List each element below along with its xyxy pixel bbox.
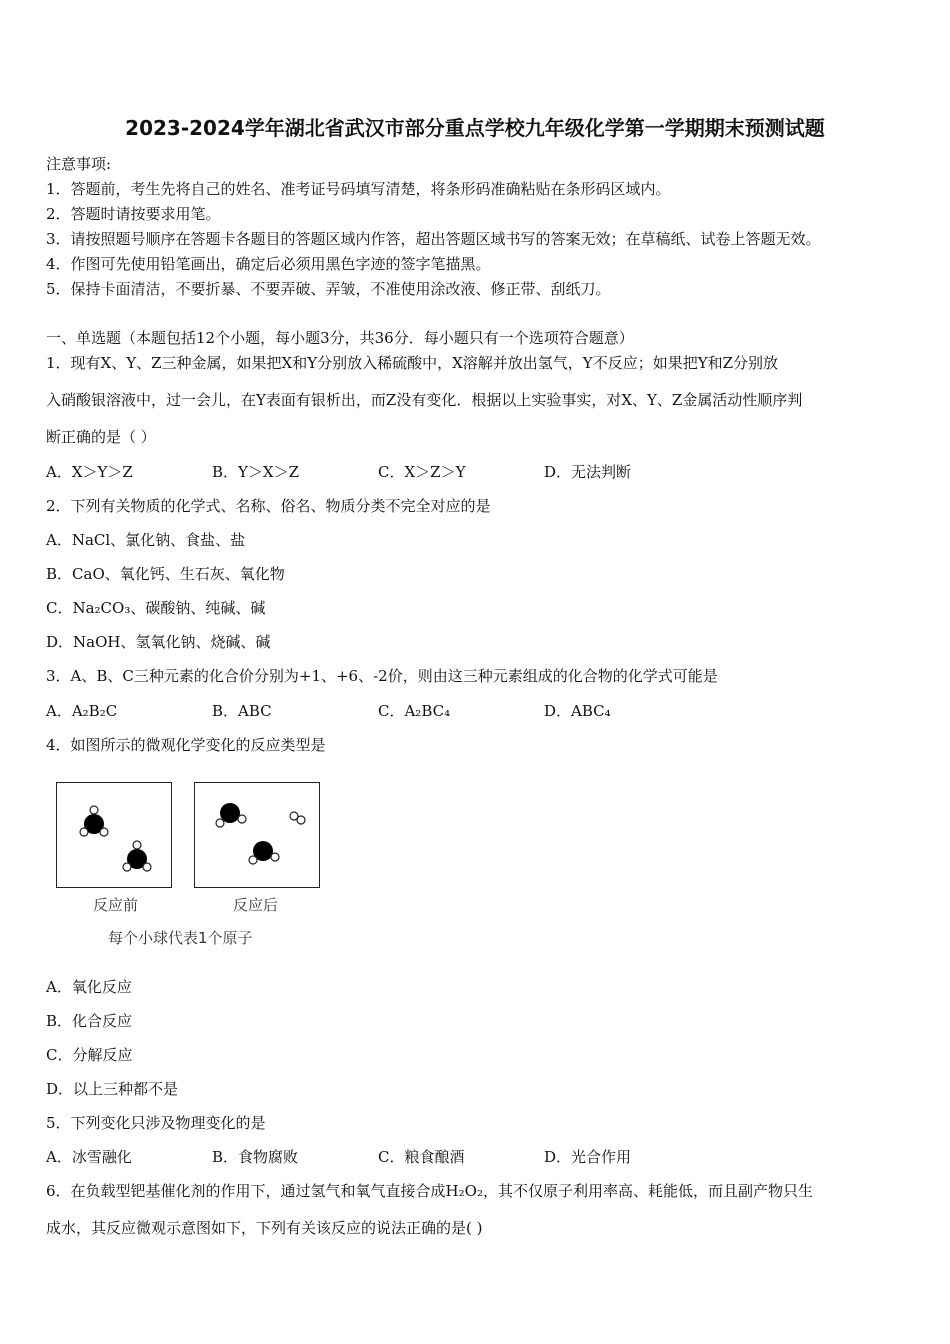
q3-option-b[interactable]: B．ABC	[212, 702, 272, 720]
q1-stem-line: 断正确的是（ ）	[46, 428, 156, 446]
before-box	[56, 782, 172, 888]
q3-option-c[interactable]: C．A₂BC₄	[378, 702, 451, 720]
figure-caption: 每个小球代表1个原子	[108, 929, 253, 947]
section-heading: 一、单选题（本题包括12个小题，每小题3分，共36分．每小题只有一个选项符合题意）	[46, 329, 634, 347]
atom-small	[133, 841, 141, 849]
q4-stem: 4．如图所示的微观化学变化的反应类型是	[46, 736, 326, 754]
q2-option-b[interactable]: B．CaO、氧化钙、生石灰、氧化物	[46, 565, 285, 583]
after-box	[194, 782, 320, 888]
q5-options	[46, 1146, 710, 1167]
atom-small	[297, 816, 305, 824]
before-molecules-diagram	[57, 783, 171, 887]
atom-small	[123, 863, 131, 871]
q2-stem: 2．下列有关物质的化学式、名称、俗名、物质分类不完全对应的是	[46, 497, 491, 515]
q1-stem-line: 1．现有X、Y、Z三种金属，如果把X和Y分别放入稀硫酸中，X溶解并放出氢气，Y不反应；如果把Y和Z分别放	[46, 354, 779, 372]
q6-stem-line: 成水，其反应微观示意图如下，下列有关该反应的说法正确的是( )	[46, 1219, 483, 1237]
after-molecules-diagram	[195, 783, 319, 887]
atom-small	[100, 828, 108, 836]
q1-option-c[interactable]: C．X＞Z＞Y	[378, 463, 466, 481]
page-title: 2023-2024学年湖北省武汉市部分重点学校九年级化学第一学期期末预测试题	[125, 116, 825, 140]
notice-heading: 注意事项:	[46, 155, 112, 173]
q2-option-a[interactable]: A．NaCl、氯化钠、食盐、盐	[46, 531, 246, 549]
q3-options	[46, 700, 710, 721]
q4-option-c[interactable]: C．分解反应	[46, 1046, 133, 1064]
q2-option-c[interactable]: C．Na₂CO₃、碳酸钠、纯碱、碱	[46, 599, 266, 617]
atom-small	[271, 853, 279, 861]
q4-option-b[interactable]: B．化合反应	[46, 1012, 133, 1030]
q1-option-b[interactable]: B．Y＞X＞Z	[212, 463, 300, 481]
atom-small	[249, 856, 257, 864]
notice-item: 2．答题时请按要求用笔。	[46, 205, 221, 223]
q5-option-d[interactable]: D．光合作用	[544, 1148, 632, 1166]
q1-option-d[interactable]: D．无法判断	[544, 463, 632, 481]
q4-option-a[interactable]: A．氧化反应	[46, 978, 132, 996]
atom-small	[90, 806, 98, 814]
q5-option-c[interactable]: C．粮食酿酒	[378, 1148, 465, 1166]
q4-option-d[interactable]: D．以上三种都不是	[46, 1080, 179, 1098]
q6-stem-line: 6．在负载型钯基催化剂的作用下，通过氢气和氧气直接合成H₂O₂，其不仅原子利用率高、耗能低，而且副产物只生	[46, 1182, 813, 1200]
atom-small	[143, 863, 151, 871]
q5-stem: 5．下列变化只涉及物理变化的是	[46, 1114, 266, 1132]
q3-option-a[interactable]: A．A₂B₂C	[46, 702, 118, 720]
q5-option-a[interactable]: A．冰雪融化	[46, 1148, 132, 1166]
q3-option-d[interactable]: D．ABC₄	[544, 702, 611, 720]
notice-item: 1．答题前，考生先将自己的姓名、准考证号码填写清楚，将条形码准确粘贴在条形码区域内。	[46, 180, 671, 198]
notice-item: 5．保持卡面清洁，不要折暴、不要弄破、弄皱，不准使用涂改液、修正带、刮纸刀。	[46, 280, 611, 298]
notice-item: 4．作图可先使用铅笔画出，确定后必须用黑色字迹的签字笔描黑。	[46, 255, 491, 273]
q1-option-a[interactable]: A．X＞Y＞Z	[46, 463, 133, 481]
q5-option-b[interactable]: B．食物腐败	[212, 1148, 299, 1166]
q2-option-d[interactable]: D．NaOH、氢氧化钠、烧碱、碱	[46, 633, 271, 651]
q4-reaction-figure	[55, 780, 325, 950]
atom-small	[238, 815, 246, 823]
notice-item: 3．请按照题号顺序在答题卡各题目的答题区域内作答，超出答题区域书写的答案无效；在草稿纸、试卷上答题无效。	[46, 230, 821, 248]
before-label: 反应前	[93, 896, 139, 914]
after-label: 反应后	[233, 896, 279, 914]
q3-stem: 3．A、B、C三种元素的化合价分别为+1、+6、-2价，则由这三种元素组成的化合物的化学式可能是	[46, 667, 718, 685]
atom-small	[216, 819, 224, 827]
q1-options	[46, 461, 710, 482]
q1-stem-line: 入硝酸银溶液中，过一会儿，在Y表面有银析出，而Z没有变化．根据以上实验事实，对X、Y、Z金属活动性顺序判	[46, 391, 803, 409]
atom-small	[80, 828, 88, 836]
